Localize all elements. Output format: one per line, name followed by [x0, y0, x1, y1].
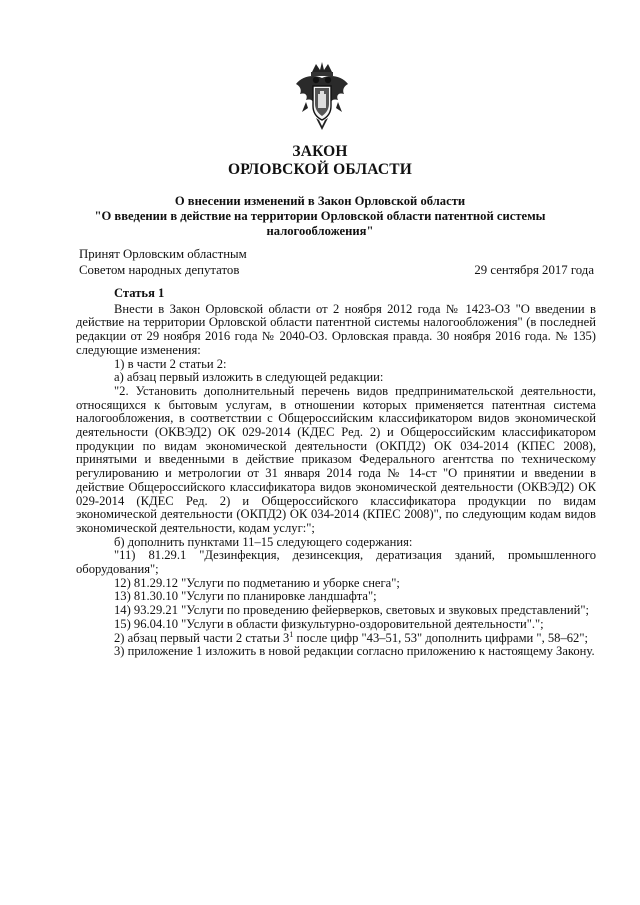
- adoption-line2: Советом народных депутатов: [79, 262, 240, 277]
- adoption-block: [79, 247, 247, 278]
- law-title-line2: ОРЛОВСКОЙ ОБЛАСТИ: [227, 161, 413, 178]
- article-item-2-superscript: 1: [289, 629, 294, 639]
- article-point-12: 12) 81.29.12 "Услуги по подметанию и уборке снега";: [114, 575, 400, 590]
- article-heading: Статья 1: [114, 286, 165, 300]
- article-point-13: 13) 81.30.10 "Услуги по планировке ландшафта";: [114, 589, 377, 604]
- article-point-14: 14) 93.29.21 "Услуги по проведению фейерверков, световых и звуковых представлений";: [114, 603, 589, 618]
- orel-region-coat-of-arms-icon: [294, 60, 350, 134]
- adoption-line1: Принят Орловским областным: [79, 247, 247, 261]
- law-title-line1: ЗАКОН: [292, 143, 348, 160]
- article-body: [76, 287, 596, 659]
- article-item-2-text-a: 2) абзац первый части 2 статьи 3: [114, 630, 290, 645]
- law-subtitle-line2: "О введении в действие на территории Орловской области патентной системы: [94, 209, 546, 223]
- article-quote: "2. Установить дополнительный перечень видов предпринимательской деятельности, относящихся к бытовым услугам, в отношении которых применяется патентная система налогообложения, в соответствии с Общероссийским классификатором видов экономической деятельности (ОКВЭД2) ОК 029-2014 (КДЕС Ред. 2) и Общероссийским классификатором продукции по видам экономической деятельности (ОКПД2) ОК 034-2014 (КПЕС 2008), принятыми и введенными в действие приказом Федерального агентства по техническому регулированию и метрологии от 31 января 2014 года № 14-ст "О принятии и введении в действие Общероссийского классификатора видов экономической деятельности (ОКВЭД2) ОК 029-2014 (КДЕС Ред. 2) и Общероссийского классификатора продукции по видам экономической деятельности (ОКПД2) ОК 034-2014 (КПЕС 2008)", по следующим кодам видов экономической деятельности, кодам услуг:";: [76, 383, 596, 535]
- article-point-11: "11) 81.29.1 "Дезинфекция, дезинсекция, дератизация зданий, промышленного оборудования";: [76, 548, 596, 577]
- article-item-3: 3) приложение 1 изложить в новой редакции согласно приложению к настоящему Закону.: [114, 644, 595, 659]
- adoption-date: 29 сентября 2017 года: [474, 263, 594, 277]
- article-item-2: [76, 629, 596, 646]
- law-subtitle-line1: О внесении изменений в Закон Орловской области: [174, 194, 466, 208]
- article-item-1a: а) абзац первый изложить в следующей редакции:: [114, 370, 384, 385]
- article-item-1b: б) дополнить пунктами 11–15 следующего содержания:: [114, 534, 413, 549]
- article-item-2-text-b: после цифр "43–51, 53" дополнить цифрами ", 58–62";: [293, 630, 588, 645]
- article-point-15: 15) 96.04.10 "Услуги в области физкультурно-оздоровительной деятельности".";: [114, 616, 544, 631]
- law-subtitle-line3: налогообложения": [266, 224, 374, 238]
- article-item-1: 1) в части 2 статьи 2:: [114, 356, 227, 371]
- article-intro: Внести в Закон Орловской области от 2 ноября 2012 года № 1423-ОЗ "О введении в действие на территории Орловской области патентной системы налогообложения" (в последней редакции от 29 ноября 2016 года № 2040-ОЗ. Орловская правда. 30 ноября 2016 года. № 135) следующие изменения:: [76, 301, 596, 357]
